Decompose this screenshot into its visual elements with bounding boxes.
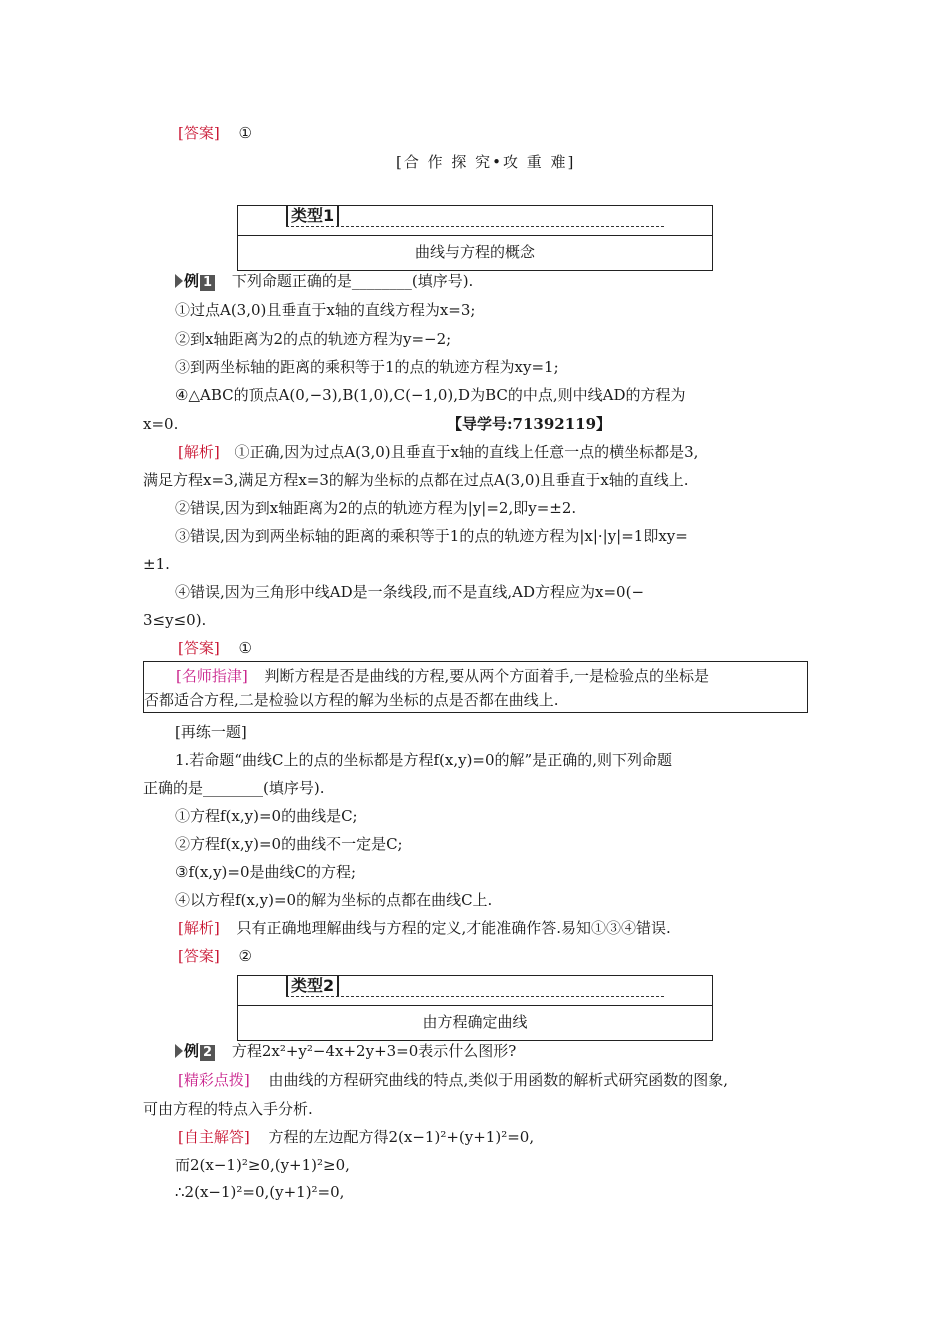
example1-question: 下列命题正确的是________(填序号). — [231, 272, 474, 290]
example-badge — [175, 271, 215, 291]
hint-line-2: 可由方程的特点入手分析. — [143, 1100, 313, 1118]
example1-option-2: ②到x轴距离为2的点的轨迹方程为y=−2; — [175, 330, 452, 348]
example1-option-3: ③到两坐标轴的距离的乘积等于1的点的轨迹方程为xy=1; — [175, 358, 559, 376]
analysis-line-3: ②错误,因为到x轴距离为2的点的轨迹方程为|y|=2,即y=±2. — [175, 499, 577, 517]
answer-value: ① — [238, 124, 252, 142]
type2-subtitle: 由方程确定曲线 — [422, 1013, 528, 1031]
analysis-line-5: ±1. — [143, 555, 170, 573]
practice-question-1: 1.若命题“曲线C上的点的坐标都是方程f(x,y)=0的解”是正确的,则下列命题 — [175, 751, 672, 769]
tip-line-2: 否都适合方程,二是检验以方程的解为坐标的点是否都在曲线上. — [144, 691, 559, 709]
analysis-label: [解析] — [178, 919, 220, 937]
example1-option-4-cont: x=0. — [143, 415, 179, 433]
example-badge — [175, 1041, 215, 1061]
practice-analysis-line — [178, 918, 671, 938]
analysis-line-7: 3≤y≤0). — [143, 611, 207, 629]
tip-text-1: 判断方程是否是曲线的方程,要从两个方面着手,一是检验点的坐标是 — [264, 667, 710, 685]
tip-line-1 — [176, 666, 709, 686]
example2-question: 方程2x²+y²−4x+2y+3=0表示什么图形? — [231, 1042, 517, 1060]
type2-box — [237, 975, 713, 1041]
example1-question-line — [175, 271, 473, 291]
arrow-icon — [175, 274, 183, 288]
example-badge-number: 2 — [200, 1045, 215, 1061]
practice-analysis-text: 只有正确地理解曲线与方程的定义,才能准确作答.易知①③④错误. — [236, 919, 671, 937]
solution-line-2: 而2(x−1)²≥0,(y+1)²≥0, — [175, 1156, 350, 1174]
type2-tag: 类型2 — [286, 976, 339, 996]
solution-label: [自主解答] — [178, 1128, 250, 1146]
analysis-line-4: ③错误,因为到两坐标轴的距离的乘积等于1的点的轨迹方程为|x|·|y|=1即xy= — [175, 527, 688, 545]
analysis-label: [解析] — [178, 443, 220, 461]
example1-option-4: ④△ABC的顶点A(0,−3),B(1,0),C(−1,0),D为BC的中点,则中线AD的方程为 — [175, 386, 686, 404]
practice-answer-line — [178, 946, 252, 966]
practice-heading: [再练一题] — [175, 723, 247, 741]
type1-box — [237, 205, 713, 271]
solution-line-3: ∴2(x−1)²=0,(y+1)²=0, — [175, 1183, 345, 1201]
analysis-line-1 — [178, 442, 698, 462]
section-title: [合 作 探 究•攻 重 难] — [396, 153, 576, 171]
example1-option-1: ①过点A(3,0)且垂直于x轴的直线方程为x=3; — [175, 301, 476, 319]
reference-number: 【导学号:71392119】 — [447, 415, 612, 433]
hint-label: [精彩点拨] — [178, 1071, 250, 1089]
analysis-text-1: ①正确,因为过点A(3,0)且垂直于x轴的直线上任意一点的横坐标都是3, — [234, 443, 699, 461]
practice-option-4: ④以方程f(x,y)=0的解为坐标的点都在曲线C上. — [175, 891, 493, 909]
answer-label: [答案] — [178, 639, 220, 657]
solution-text-1: 方程的左边配方得2(x−1)²+(y+1)²=0, — [268, 1128, 535, 1146]
top-answer-line — [178, 123, 252, 143]
hint-line-1 — [178, 1070, 728, 1090]
analysis-line-6: ④错误,因为三角形中线AD是一条线段,而不是直线,AD方程应为x=0(− — [175, 583, 645, 601]
example-badge-label: 例 — [184, 1042, 200, 1060]
example2-question-line — [175, 1041, 516, 1061]
answer-value: ① — [238, 639, 252, 657]
practice-option-2: ②方程f(x,y)=0的曲线不一定是C; — [175, 835, 403, 853]
type1-subtitle: 曲线与方程的概念 — [414, 243, 535, 261]
practice-question-2: 正确的是________(填序号). — [143, 779, 325, 797]
answer-value: ② — [238, 947, 252, 965]
analysis-line-2: 满足方程x=3,满足方程x=3的解为坐标的点都在过点A(3,0)且垂直于x轴的直线上. — [143, 471, 689, 489]
type1-tag: 类型1 — [286, 206, 339, 226]
example-badge-number: 1 — [200, 275, 215, 291]
arrow-icon — [175, 1044, 183, 1058]
practice-option-1: ①方程f(x,y)=0的曲线是C; — [175, 807, 358, 825]
dashed-rule — [286, 226, 664, 227]
example1-answer-line — [178, 638, 252, 658]
example-badge-label: 例 — [184, 272, 200, 290]
answer-label: [答案] — [178, 947, 220, 965]
teacher-tip-box — [143, 661, 808, 713]
answer-label: [答案] — [178, 124, 220, 142]
tip-label: [名师指津] — [176, 667, 248, 685]
practice-option-3: ③f(x,y)=0是曲线C的方程; — [175, 863, 357, 881]
hint-text-1: 由曲线的方程研究曲线的特点,类似于用函数的解析式研究函数的图象, — [268, 1071, 729, 1089]
solution-line-1 — [178, 1127, 534, 1147]
dashed-rule — [286, 996, 664, 997]
